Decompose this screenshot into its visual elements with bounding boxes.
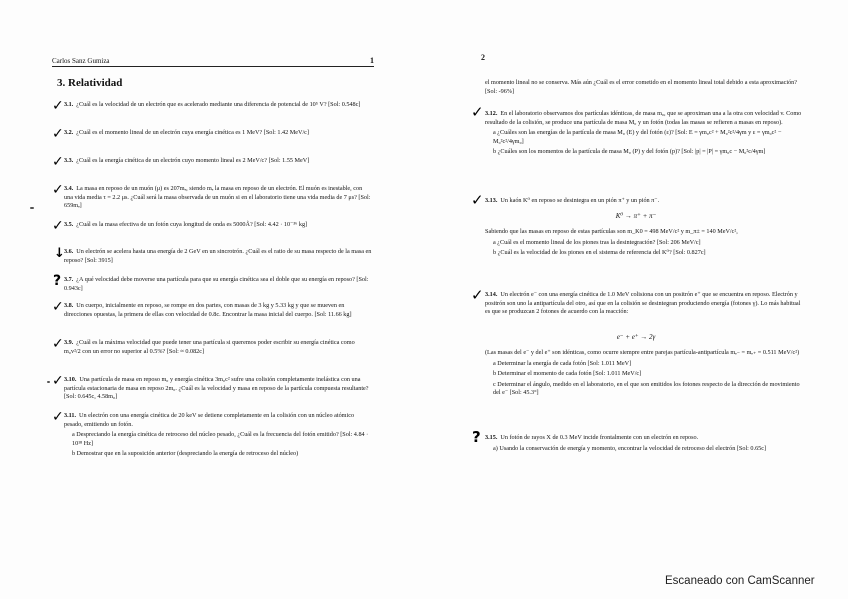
problem-3-13-a: a ¿Cuál es el momento lineal de los piones tras la desintegración? [Sol: 206 MeV/c] bbox=[493, 238, 701, 246]
problem-3-12: 3.12. En el laboratorio observamos dos partículas idénticas, de masa m₀, que se aproximan una a la otra con velocidad v. Como resultado de la colisión, se produce una partícula de masa M₀ y un fotón (todas las masas se refieren a masas en reposo). a ¿Cuáles son las energías de la partícula de masa M₀ (E) y del fotón (ε)? [Sol: E = γm₀c² + M₀²c²/4γm y ε = γm₀c² − M₀²c²/4γm₀] b ¿Cuáles son los momentos de la partícula de masa M₀ (P) y del fotón (p)? [Sol: |p| = |P| = γm₀c − M₀²c/4γm] bbox=[485, 110, 802, 156]
check-mark-3-5: ✓ bbox=[52, 218, 64, 234]
page-header bbox=[52, 57, 374, 67]
page-left bbox=[52, 0, 374, 599]
page-right bbox=[471, 0, 807, 599]
problem-3-4: 3.4. La masa en reposo de un muón (μ) es 207mₑ, siendo mₑ la masa en reposo de un electrón. El muón es inestable, con una vida media τ = 2.2 μs. ¿Cuál será la masa observada de un muón si en el laboratorio tiene una vida media de 7 μs? [Sol: 659mₑ] bbox=[64, 185, 371, 210]
check-mark-3-10: ✓ bbox=[52, 373, 64, 389]
problem-3-9: 3.9. ¿Cuál es la máxima velocidad que puede tener una partícula si queremos poder escribir su energía cinética como m₀v²/2 con un error no superior al 0.5%? [Sol: ≈ 0.082c] bbox=[64, 339, 355, 355]
problem-3-14-c: c Determinar el ángulo, medido en el laboratorio, en el que son emitidos los fotones respecto de la dirección de movimiento del e⁻ [Sol: 45.3°] bbox=[493, 380, 800, 397]
problem-3-13: 3.13. Un kaón K⁰ en reposo se desintegra en un pión π⁺ y un pión π⁻. bbox=[485, 197, 660, 204]
problem-3-10: 3.10. Una partícula de masa en reposo m₀ y energía cinética 3m₀c² sufre una colisión completamente inelástica con una partícula estacionaria de masa en reposo 2m₀. ¿Cuál es la velocidad y masa en reposo de la partícula compuesta resultante? [Sol: 0.645c, 4.58m₀] bbox=[64, 376, 369, 401]
check-mark-3-8: ✓ bbox=[52, 299, 64, 315]
problem-3-15: 3.15. Un fotón de rayos X de 0.3 MeV incide frontalmente con un electrón en reposo. a) Usando la conservación de energía y momento, encontrar la velocidad de retroceso del electrón [Sol: 0.65c] bbox=[485, 434, 803, 453]
problem-3-14: 3.14. Un electrón e⁻ con una energía cinética de 1.0 MeV colisiona con un positrón e⁺ que se encuentra en reposo. Electrón y positrón son uno la antipartícula del otro, así que en la colisión se desintegran produciendo energía (fotones γ). Lo más habitual es que se produzcan 2 fotones de acuerdo con la reacción: bbox=[485, 291, 801, 316]
problem-3-13-data: Sabiendo que las masas en reposo de estas partículas son m_K0 = 498 MeV/c² y m_π± = 140 MeV/c², a ¿Cuál es el momento lineal de los piones tras la desintegración? [Sol: 206 MeV/c] b ¿Cuál es la velocidad de los piones en el sistema de referencia del K⁰? [Sol: 0.827c] bbox=[485, 228, 803, 258]
page-number: 2 bbox=[481, 53, 485, 62]
author-name: Carlos Sanz Gumiza bbox=[52, 57, 110, 65]
problem-3-15-a: a) Usando la conservación de energía y momento, encontrar la velocidad de retroceso del electrón [Sol: 0.65c] bbox=[493, 444, 767, 452]
scan-smudge bbox=[30, 207, 34, 209]
problem-3-1: 3.1. ¿Cuál es la velocidad de un electrón que es acelerado mediante una diferencia de potencial de 10⁵ V? [Sol: 0.548c] bbox=[64, 101, 361, 108]
check-mark-3-13: ✓ bbox=[471, 191, 484, 209]
problem-3-3: 3.3. ¿Cuál es la energía cinética de un electrón cuyo momento lineal es 2 MeV/c? [Sol: 1.55 MeV] bbox=[64, 157, 310, 164]
problem-3-12-a: a ¿Cuáles son las energías de la partícula de masa M₀ (E) y del fotón (ε)? [Sol: E = γm₀c² + M₀²c²/4γm y ε = γm₀c² − M₀²c²/4γm₀] bbox=[493, 129, 782, 145]
problem-3-11: 3.11. Un electrón con una energía cinética de 20 keV se detiene completamente en la colisión con un núcleo atómico pesado, emitiendo un fotón. a Despreciando la energía cinética de retroceso del núcleo pesado, ¿Cuál es la frecuencia del fotón emitido? [Sol: 4.84 · 10¹⁸ Hz] b Demostrar que en la suposición anterior (despreciando la energía de retroceso del núcleo) bbox=[64, 412, 372, 459]
check-mark-3-9: ✓ bbox=[52, 336, 64, 352]
problem-3-13-b: b ¿Cuál es la velocidad de los piones en el sistema de referencia del K⁰? [Sol: 0.827c] bbox=[493, 249, 706, 257]
page-header bbox=[477, 54, 807, 64]
check-mark-3-14: ✓ bbox=[471, 286, 484, 304]
problem-3-11-b: b Demostrar que en la suposición anterior (despreciando la energía de retroceso del núcleo) bbox=[72, 450, 299, 458]
problem-3-14-data: (Las masas del e⁻ y del e⁺ son idénticas, como ocurre siempre entre parejas partícula-antipartícula mₑ₋ = mₑ₊ = 0.511 MeV/c²) a Determinar la energía de cada fotón [Sol: 1.011 MeV] b Determinar el momento de cada fotón [Sol: 1.011 MeV/c] c Determinar el ángulo, medido en el laboratorio, en el que son emitidos los fotones respecto de la dirección de movimiento del e⁻ [Sol: 45.3°] bbox=[485, 349, 803, 398]
page-number: 1 bbox=[370, 56, 374, 65]
camscanner-watermark: Escaneado con CamScanner bbox=[665, 575, 815, 587]
problem-3-12-b: b ¿Cuáles son los momentos de la partícula de masa M₀ (P) y del fotón (p)? [Sol: |p| = |P| = γm₀c − M₀²c/4γm] bbox=[493, 148, 766, 156]
check-mark-3-2: ✓ bbox=[52, 126, 64, 142]
scan-smudge bbox=[47, 381, 50, 383]
equation-annihilation: e⁻ + e⁺ → 2γ bbox=[616, 333, 656, 341]
equation-kaon-decay: K⁰ → π⁺ + π⁻ bbox=[615, 212, 657, 220]
question-mark-3-15: ? bbox=[472, 428, 481, 446]
problem-3-2: 3.2. ¿Cuál es el momento lineal de un electrón cuya energía cinética es 1 MeV? [Sol: 1.42 MeV/c] bbox=[64, 129, 309, 136]
check-mark-3-1: ✓ bbox=[52, 98, 64, 114]
question-mark-3-7: ? bbox=[53, 273, 62, 289]
problem-3-14-b: b Determinar el momento de cada fotón [Sol: 1.011 MeV/c] bbox=[493, 370, 642, 378]
problem-3-7: 3.7. ¿A qué velocidad debe moverse una partícula para que su energía cinética sea el doble que su energía en reposo? [Sol: 0.943c] bbox=[64, 276, 369, 292]
check-mark-3-3: ✓ bbox=[52, 154, 64, 170]
problem-3-11-a: a Despreciando la energía cinética de retroceso del núcleo pesado, ¿Cuál es la frecuencia del fotón emitido? [Sol: 4.84 · 10¹⁸ Hz] bbox=[72, 431, 369, 447]
chapter-title: 3. Relatividad bbox=[57, 77, 123, 89]
arrow-mark-3-6: ↓ bbox=[54, 246, 65, 261]
check-mark-3-12: ✓ bbox=[471, 103, 484, 121]
problem-3-8: 3.8. Un cuerpo, inicialmente en reposo, se rompe en dos partes, con masas de 3 kg y 5.33 kg y que se mueven en direcciones opuestas, la primera de ellas con velocidad de 0.8c. Encontrar la masa inicial del cuerpo. [Sol: 11.66 kg] bbox=[64, 302, 352, 318]
problem-3-11-continued: el momento lineal no se conserva. Más aún ¿Cuál es el error cometido en el momento lineal total debido a esta aproximación? [Sol: -96%] bbox=[485, 79, 798, 95]
problem-3-14-a: a Determinar la energía de cada fotón [Sol: 1.011 MeV] bbox=[493, 359, 632, 367]
problem-3-6: 3.6. Un electrón se acelera hasta una energía de 2 GeV en un sincrotrón. ¿Cuál es el ratio de su masa respecto de la masa en reposo? [Sol: 3915] bbox=[64, 248, 372, 264]
check-mark-3-11: ✓ bbox=[52, 409, 64, 425]
check-mark-3-4: ✓ bbox=[52, 182, 64, 198]
problem-3-5: 3.5. ¿Cuál es la masa efectiva de un fotón cuya longitud de onda es 5000Å? [Sol: 4.42 · 10⁻³⁶ kg] bbox=[64, 221, 308, 228]
